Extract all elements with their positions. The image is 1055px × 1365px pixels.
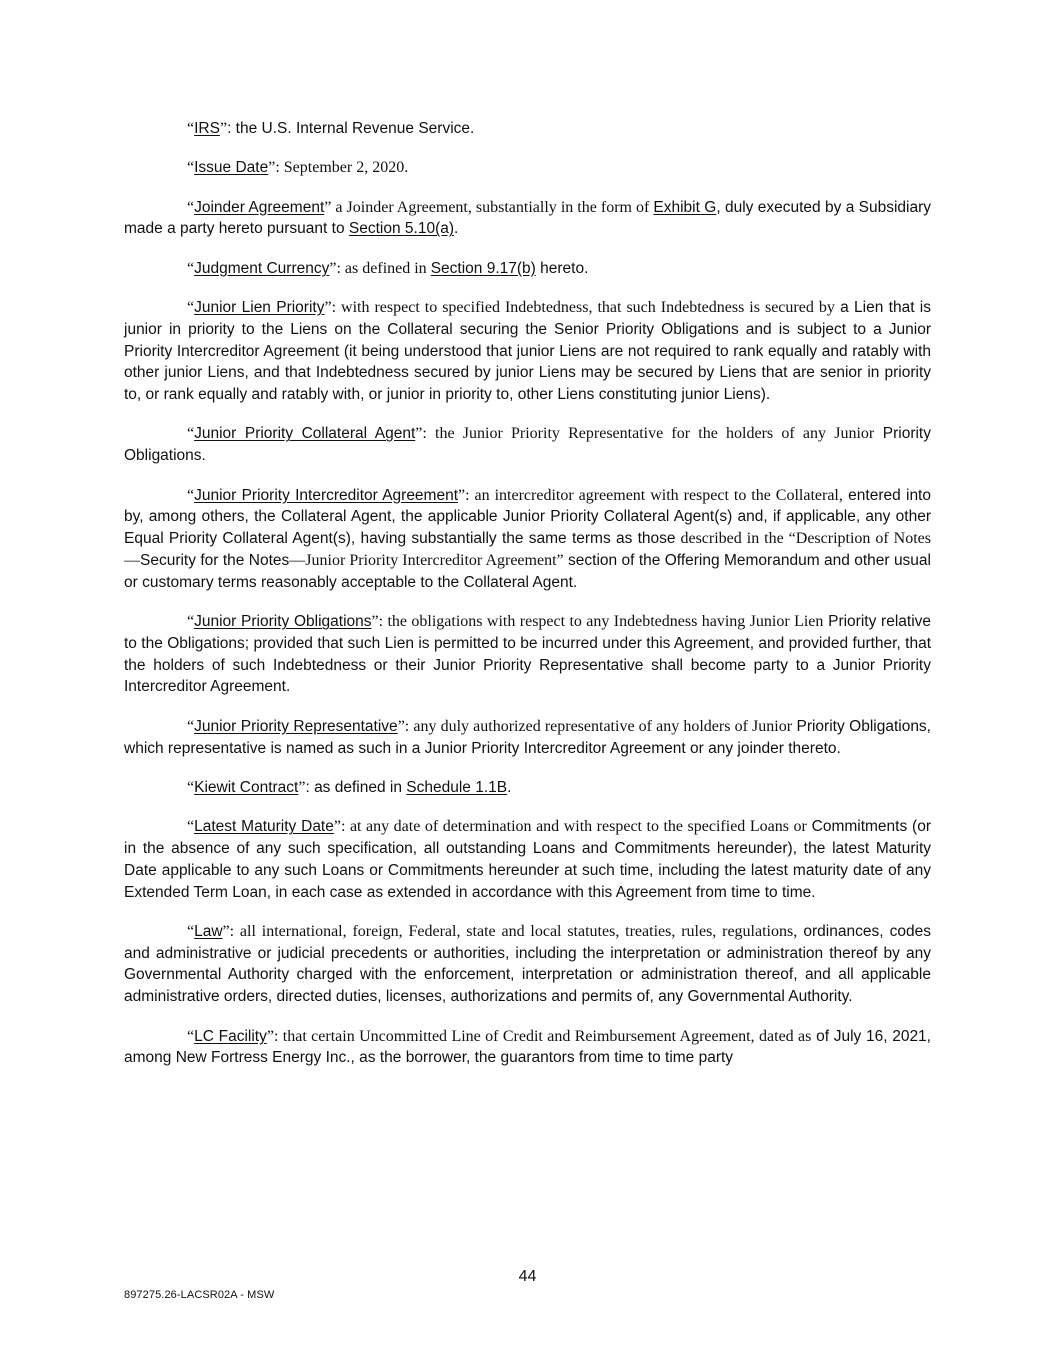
cross-reference: Schedule 1.1B (406, 778, 508, 796)
definition-text: a Joinder Agreement, substantially in the form of (331, 198, 654, 216)
cross-reference: Section 5.10(a) (348, 220, 455, 238)
definition-text: : the obligations with respect to any Indebtedness having Junior Lien (378, 613, 824, 631)
definition-text: Commitments (or in the absence of any such specification, all outstanding Loans and Commitments hereunder), the latest Maturity Date applicable to any such Loans or Commitments hereunder at such time, including the latest maturity date of any Extended Term Loan, in each case as extended in accordance with this Agreement from time to time. (124, 818, 932, 901)
definition-text: , duly executed by a Subsidiary made a party hereto pursuant to (124, 198, 932, 238)
definition-judgment-currency: “Judgment Currency”: as defined in Section 9.17(b) hereto. (187, 259, 589, 277)
defined-term: Junior Priority Representative (194, 717, 398, 735)
definition-text: : any duly authorized representative of any holders of Junior (404, 717, 793, 735)
definition-junior-priority-representative: “Junior Priority Representative”: any duly authorized representative of any holders of Junior Priority Obligations, which representative is named as such in a Junior Priority Intercreditor Agreement or any joinder thereto. (124, 717, 931, 757)
definition-text: entered into by, among others, the Collateral Agent, the applicable Junior Priority Collateral Agent(s) and, if applicable, any other Equal Priority Collateral Agent(s), having substantially the same terms as those (124, 486, 931, 548)
definition-text: : at any date of determination and with respect to the specified Loans or (340, 818, 807, 836)
cross-reference: Exhibit G (653, 198, 717, 216)
definition-text: Priority Obligations, which representative is named as such in a Junior Priority Intercreditor Agreement or any joinder thereto. (124, 717, 931, 757)
definition-text: : an intercreditor agreement with respect to the Collateral, (465, 486, 843, 504)
defined-term: LC Facility (194, 1027, 267, 1045)
defined-term: Joinder Agreement (194, 198, 325, 216)
defined-term: Latest Maturity Date (194, 818, 334, 836)
defined-term: Junior Lien Priority (194, 298, 325, 316)
definition-text: : the Junior Priority Representative for the holders of any Junior (422, 425, 875, 443)
definition-text: section of the Offering Memorandum and other usual or customary terms reasonably acceptable to the Collateral Agent. (124, 551, 931, 591)
defined-term: Junior Priority Intercreditor Agreement (194, 486, 459, 504)
defined-term: Issue Date (194, 159, 269, 177)
definition-text: : that certain Uncommitted Line of Credit and Reimbursement Agreement, dated as (273, 1027, 812, 1045)
definition-text: Priority relative to the Obligations; provided that such Lien is permitted to be incurred under this Agreement, and provided further, that the holders of such Indebtedness or their Junior Priority Representative shall become party to a Junior Priority Intercreditor Agreement. (124, 613, 932, 696)
definition-text: Security for the Notes (140, 551, 290, 569)
definition-lc-facility: “LC Facility”: that certain Uncommitted Line of Credit and Reimbursement Agreement, dated as of July 16, 2021, among New Fortress Energy Inc., as the borrower, the guarantors from time to time party (124, 1027, 931, 1067)
defined-term: Judgment Currency (194, 259, 330, 277)
defined-term: Junior Priority Obligations (194, 613, 372, 631)
definition-junior-lien-priority: “Junior Lien Priority”: with respect to specified Indebtedness, that such Indebtedness is secured by a Lien that is junior in priority to the Liens on the Collateral securing the Senior Priority Obligations and is subject to a Junior Priority Intercreditor Agreement (it being understood that junior Liens are not required to rank equally and ratably with other junior Liens, and that Indebtedness secured by junior Liens may be secured by Liens that are senior in priority to, or rank equally and ratably with, or junior in priority to, other Liens constituting junior Liens). (124, 298, 932, 404)
defined-term: Law (194, 922, 223, 940)
definition-text: . (454, 220, 459, 238)
definition-text: : with respect to specified Indebtedness, that such Indebtedness is secured by (331, 298, 835, 316)
definition-issue-date: “Issue Date”: September 2, 2020. (187, 159, 409, 177)
definition-junior-priority-collateral-agent: “Junior Priority Collateral Agent”: the Junior Priority Representative for the holders of any Junior Priority Obligations. (124, 425, 931, 465)
definition-text: : the U.S. Internal Revenue Service. (227, 120, 475, 137)
definition-kiewit-contract: “Kiewit Contract”: as defined in Schedule 1.1B. (187, 778, 512, 796)
definition-text: . (507, 778, 512, 796)
definition-joinder-agreement: “Joinder Agreement” a Joinder Agreement, substantially in the form of Exhibit G, duly executed by a Subsidiary made a party hereto pursuant to Section 5.10(a). (124, 198, 932, 238)
definition-text: : all international, foreign, Federal, state and local statutes, treaties, rules, regulations, (229, 922, 798, 940)
definition-text: : September 2, 2020. (275, 159, 409, 177)
definition-text: a Lien that is junior in priority to the Liens on the Collateral securing the Senior Priority Obligations and is subject to a Junior Priority Intercreditor Agreement (it being understood that junior Liens are not required to rank equally and ratably with other junior Liens, and that Indebtedness secured by junior Liens may be secured by Liens that are senior in priority to, or rank equally and ratably with, or junior in priority to, other Liens constituting junior Liens). (124, 298, 932, 404)
definition-text: of July 16, 2021, among New Fortress Energy Inc., as the borrower, the guarantors from time to time party (124, 1027, 931, 1067)
document-page (124, 118, 931, 1087)
definition-text: : as defined in (305, 778, 407, 796)
definition-law: “Law”: all international, foreign, Federal, state and local statutes, treaties, rules, regulations, ordinances, codes and administrative or judicial precedents or authorities, including the interpretation or administration thereof by any Governmental Authority charged with the enforcement, interpretation or administration thereof, and all applicable administrative orders, directed duties, licenses, authorizations and permits of, any Governmental Authority. (124, 922, 932, 1006)
cross-reference: Section 9.17(b) (430, 259, 536, 277)
definition-junior-priority-obligations: “Junior Priority Obligations”: the obligations with respect to any Indebtedness having Junior Lien Priority relative to the Obligations; provided that such Lien is permitted to be incurred under this Agreement, and provided further, that the holders of such Indebtedness or their Junior Priority Representative shall become party to a Junior Priority Intercreditor Agreement. (124, 613, 932, 696)
definition-text: Priority Obligations. (124, 425, 931, 465)
document-id: 897275.26-LACSR02A - MSW (124, 1289, 275, 1301)
defined-term: Kiewit Contract (194, 778, 299, 796)
page-number: 44 (518, 1268, 537, 1285)
defined-term: IRS (194, 120, 220, 137)
definition-text: hereto. (535, 259, 589, 277)
definition-irs: “IRS”: the U.S. Internal Revenue Service. (187, 120, 475, 137)
defined-term: Junior Priority Collateral Agent (194, 425, 416, 443)
definition-text: —Junior Priority Intercreditor Agreement” (289, 551, 564, 569)
definition-text: described in the “Description of Notes— (124, 530, 931, 569)
definition-text: ordinances, codes and administrative or judicial precedents or authorities, including the interpretation or administration thereof by any Governmental Authority charged with the enforcement, interpretation or administration thereof, and all applicable administrative orders, directed duties, licenses, authorizations and permits of, any Governmental Authority. (124, 922, 932, 1006)
definition-latest-maturity-date: “Latest Maturity Date”: at any date of determination and with respect to the specified Loans or Commitments (or in the absence of any such specification, all outstanding Loans and Commitments hereunder), the latest Maturity Date applicable to any such Loans or Commitments hereunder at such time, including the latest maturity date of any Extended Term Loan, in each case as extended in accordance with this Agreement from time to time. (124, 818, 932, 901)
definition-text: : as defined in (336, 259, 431, 277)
definition-junior-priority-intercreditor-agreement: “Junior Priority Intercreditor Agreement”: an intercreditor agreement with respect to the Collateral, entered into by, among others, the Collateral Agent, the applicable Junior Priority Collateral Agent(s) and, if applicable, any other Equal Priority Collateral Agent(s), having substantially the same terms as those described in the “Description of Notes—Security for the Notes—Junior Priority Intercreditor Agreement” section of the Offering Memorandum and other usual or customary terms reasonably acceptable to the Collateral Agent. (124, 486, 931, 591)
